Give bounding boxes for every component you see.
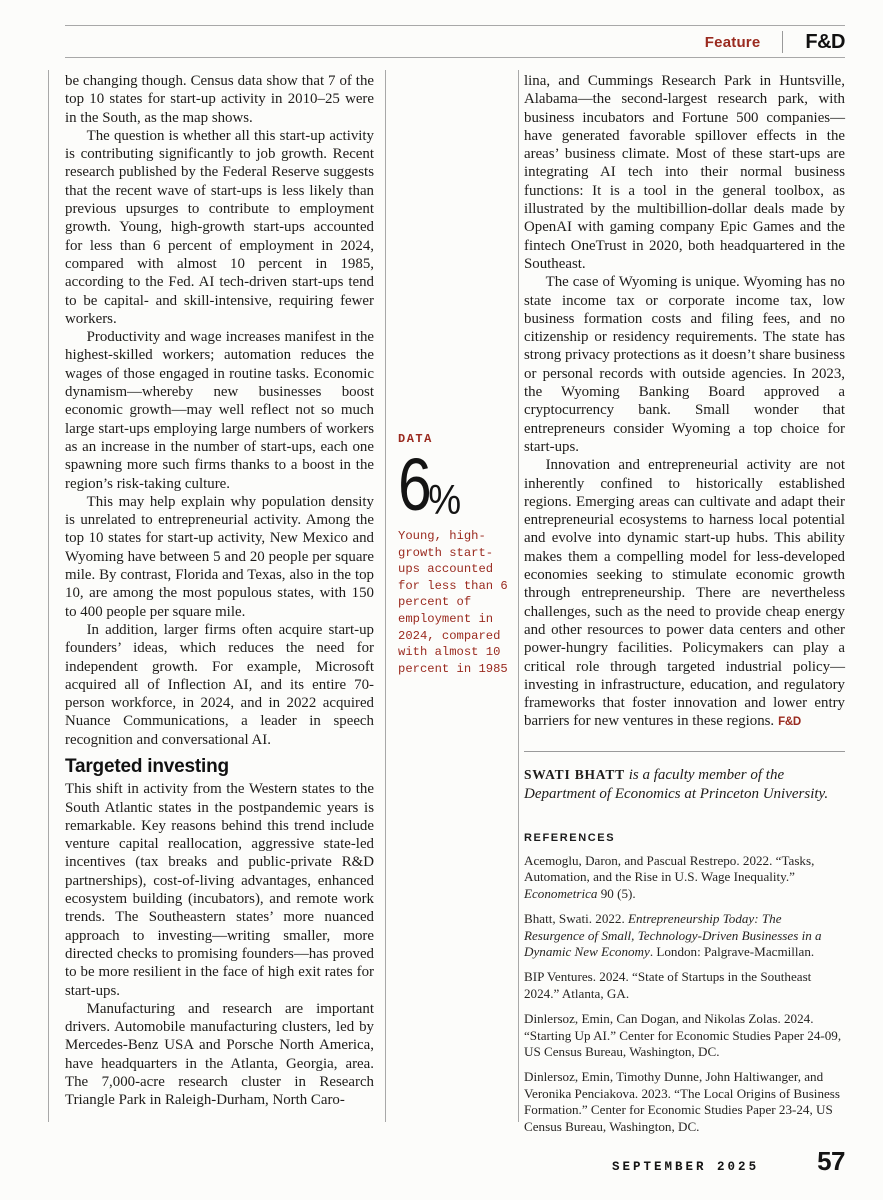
reference-title: Econometrica (524, 885, 598, 901)
body-paragraph: Productivity and wage increases manifest in the highest-skilled workers; automation reduces the wages of those engaged in routine tasks. Economic dynamism—whereby new businesses boost economic growth—may well reflect not so much large start-ups employing large numbers of workers as an increase in the number of start-ups, each one spawning more such firms thanks to a boost in the region’s risk-taking culture. (65, 329, 374, 492)
author-name: SWATI BHATT (524, 766, 625, 782)
body-paragraph: This may help explain why population density is unrelated to entrepreneurial activity. Among the top 10 states for start-up activity, New Mexico and Wyoming have between 5 and 20 people per square mile. By contrast, Florida and Texas, also in the top 10, are among the most populous states, with 150 to 400 people per square mile. (65, 493, 374, 620)
body-paragraph: This shift in activity from the Western states to the South Atlantic states in the postpandemic years is remarkable. Key reasons behind this trend include venture capital reallocation, aggressive state-led incentives (tax breaks and public-private R&D partnerships), cost-of-living advantages, enhanced ecosystem building (incubators), and remote work trends. The Southeastern states’ more nuanced approach to investing—writing smaller, more directed checks to promising founders—has proved to be more resilient in the face of high exit rates for start-ups. (65, 781, 374, 999)
reference-item (524, 969, 845, 1002)
references-section (524, 829, 845, 1135)
reference-text: Bhatt, Swati. 2022. (524, 911, 629, 927)
column-rule-right (518, 70, 519, 1122)
header-divider (782, 31, 783, 53)
data-callout-label: DATA (398, 432, 433, 446)
reference-item (524, 1069, 845, 1135)
reference-item (524, 1011, 845, 1060)
author-bio (524, 751, 845, 805)
author-bio-text: is a faculty member of the Department of Economics at Princeton University. (524, 766, 829, 803)
reference-item (524, 853, 845, 902)
body-paragraph: The case of Wyoming is unique. Wyoming has no state income tax or corporate income tax, low business formation costs and filing fees, and no citizenship or residency requirements. The state has strong privacy protections as it doesn’t share business or personal records with outside agencies. In 2023, the Wyoming Banking Board approved a cryptocurrency bank. Small wonder that entrepreneurs consider Wyoming a top choice for start-ups. (524, 274, 845, 455)
references-heading: REFERENCES (524, 831, 616, 844)
column-rule-left (385, 70, 386, 1122)
feature-section-label: Feature (704, 33, 761, 51)
reference-item (524, 911, 845, 960)
header-rule (65, 57, 845, 58)
body-paragraph-text: Innovation and entrepreneurial activity are not inherently confined to historically established regions. Emerging areas can cultivate and adapt their entrepreneurial ecosystems to harness local potential and evolve into dynamic start-up hubs. This ability makes them a compelling model for less-developed economies seeking to stimulate economic growth through entrepreneurship. There are nevertheless challenges, such as the need to provide cheap energy and other resources to power data centers and other power-hungry facilities. Policymakers can play a critical role through targeted industrial policy—investing in infrastructure, education, and regulatory frameworks that foster innovation and lower entry barriers for new ventures in these regions. (524, 457, 845, 730)
right-column (524, 72, 845, 1144)
reference-text: 90 (5). (597, 885, 636, 901)
reference-title: Entrepreneurship Today: The Resurgence of Small, Technology-Driven Businesses in a Dynamic New Economy (524, 911, 822, 960)
fd-logo: F&D (805, 30, 845, 53)
reference-text: . London: Palgrave-Macmillan. (649, 944, 815, 960)
body-paragraph: Manufacturing and research are important drivers. Automobile manufacturing clusters, led by Mercedes-Benz USA and Porsche North America, have headquarters in the Atlanta, Georgia, area. The 7,000-acre research cluster in Research Triangle Park in Raleigh-Durham, North Caro- (65, 1000, 374, 1109)
body-paragraph: lina, and Cummings Research Park in Huntsville, Alabama—the second-largest research park, with business incubators and Fortune 500 companies—have generated favorable spillover effects in the areas’ business climate. Most of these start-ups are integrating AI tech into their normal business functions: It is a tool in the general toolbox, as illustrated by the multibillion-dollar deals made by OpenAI with gaming company Epic Games and the fintech OneTrust in 2020, both headquartered in the Southeast. (524, 73, 845, 272)
reference-text: Dinlersoz, Emin, Can Dogan, and Nikolas Zolas. 2024. “Starting Up AI.” Center for Economic Studies Paper 24-09, US Census Bureau, Washington, DC. (524, 1011, 842, 1060)
body-paragraph: The question is whether all this start-up activity is contributing significantly to job growth. Recent research published by the Federal Reserve suggests that the recent wave of start-ups is less likely than previous upsurges to contribute to employment growth. Young, high-growth start-ups accounted for less than 6 percent of employment in 2024, compared with almost 10 percent in 1985, according to the Fed. AI tech-driven start-ups tend to be capital- and skill-intensive, requiring fewer workers. (65, 127, 374, 327)
data-callout-caption: Young, high-growth start-ups accounted for less than 6 percent of employment in 2024, compared with almost 10 percent in 1985 (398, 529, 508, 676)
article-end-mark: F&D (778, 716, 801, 729)
body-paragraph: In addition, larger firms often acquire start-up founders’ ideas, which reduces the need for independent growth. For example, Microsoft acquired all of Inflection AI, and its entire 70-person workforce, in 2024, and in 2022 acquired Nuance Communications, a leader in speech recognition and conversational AI. (65, 621, 374, 748)
body-paragraph (524, 456, 845, 731)
left-margin-rule (48, 70, 49, 1122)
body-paragraph: be changing though. Census data show that 7 of the top 10 states for start-up activity in 2010–25 were in the South, as the map shows. (65, 73, 374, 126)
reference-text: Acemoglu, Daron, and Pascual Restrepo. 2022. “Tasks, Automation, and the Rise in U.S. Wage Inequality.” (524, 852, 815, 885)
percent-sign: % (428, 476, 462, 523)
top-rule (65, 25, 845, 26)
section-heading: Targeted investing (65, 755, 229, 777)
page-footer (612, 1146, 845, 1177)
reference-text: BIP Ventures. 2024. “State of Startups in the Southeast 2024.” Atlanta, GA. (524, 969, 812, 1001)
data-callout-value (398, 443, 512, 526)
issue-date: SEPTEMBER 2025 (612, 1160, 760, 1174)
page-number: 57 (817, 1146, 845, 1176)
callout-number: 6 (398, 443, 430, 526)
left-column (65, 72, 374, 1110)
reference-text: Dinlersoz, Emin, Timothy Dunne, John Haltiwanger, and Veronika Penciakova. 2023. “The Local Origins of Business Formation.” Center for Economic Studies Paper 23-24, US Census Bureau, Washington, DC. (524, 1069, 840, 1134)
data-callout (398, 432, 512, 677)
page-header (705, 30, 845, 54)
